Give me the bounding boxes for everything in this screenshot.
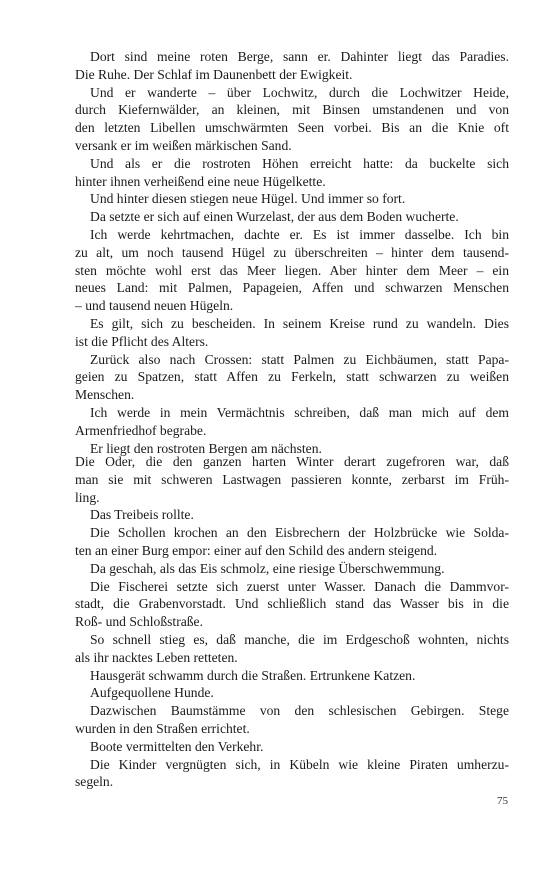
text-line: sten möchte wohl erst das Meer liegen. Aber hinter dem Meer – ein bbox=[75, 262, 509, 278]
text-line: Ich werde in mein Vermächtnis schreiben, daß man mich auf dem bbox=[90, 404, 509, 420]
text-line: ling. bbox=[75, 489, 100, 505]
paragraph bbox=[75, 315, 509, 351]
text-line: Er liegt den rostroten Bergen am nächsten. bbox=[90, 440, 322, 456]
paragraph bbox=[75, 702, 509, 738]
paragraph bbox=[75, 226, 509, 315]
text-line: segeln. bbox=[75, 774, 114, 790]
text-line: Und hinter diesen stiegen neue Hügel. Und immer so fort. bbox=[90, 191, 406, 207]
text-line: geien zu Spatzen, statt Affen zu Ferkeln, statt schwarzen zu weißen bbox=[75, 369, 509, 385]
text-line: zu alt, um noch tausend Hügel zu überschreiten – hinter dem tausend- bbox=[75, 244, 509, 260]
text-line: – und tausend neuen Hügeln. bbox=[75, 298, 234, 314]
paragraph bbox=[75, 667, 509, 685]
paragraph bbox=[75, 404, 509, 440]
text-line: Die Oder, die den ganzen harten Winter derart zugefroren war, daß bbox=[75, 454, 509, 469]
paragraph bbox=[75, 84, 509, 155]
paragraph bbox=[75, 506, 509, 524]
text-line: Zurück also nach Crossen: statt Palmen zu Eichbäumen, statt Papa- bbox=[90, 351, 509, 367]
text-line: Hausgerät schwamm durch die Straßen. Ertrunkene Katzen. bbox=[90, 667, 416, 683]
text-line: wurden in den Straßen errichtet. bbox=[75, 720, 250, 736]
text-line: Roß- und Schloßstraße. bbox=[75, 614, 203, 630]
text-section-2 bbox=[75, 453, 509, 791]
text-line: Boote vermittelten den Verkehr. bbox=[90, 738, 264, 754]
paragraph bbox=[75, 524, 509, 560]
paragraph bbox=[75, 351, 509, 404]
text-line: Ich werde kehrtmachen, dachte er. Es ist immer dasselbe. Ich bin bbox=[90, 226, 509, 242]
paragraph bbox=[75, 578, 509, 631]
text-line: Armenfriedhof begrabe. bbox=[75, 422, 207, 438]
paragraph bbox=[75, 631, 509, 667]
paragraph bbox=[75, 560, 509, 578]
text-line: Und er wanderte – über Lochwitz, durch die Lochwitzer Heide, bbox=[90, 84, 509, 100]
text-section-1 bbox=[75, 48, 509, 457]
paragraph bbox=[75, 684, 509, 702]
text-line: Das Treibeis rollte. bbox=[90, 507, 194, 523]
text-line: Die Kinder vergnügten sich, in Kübeln wie kleine Piraten umherzu- bbox=[90, 756, 509, 772]
text-line: neues Land: mit Palmen, Papageien, Affen und schwarzen Menschen bbox=[75, 280, 509, 296]
paragraph bbox=[75, 48, 509, 84]
paragraph bbox=[75, 453, 509, 506]
paragraph bbox=[75, 756, 509, 792]
paragraph bbox=[75, 155, 509, 191]
text-line: stadt, die Grabenvorstadt. Und schließlich stand das Wasser bis in die bbox=[75, 596, 509, 612]
text-line: den letzten Libellen umschwärmten Seen vorbei. Bis an die Knie oft bbox=[75, 120, 509, 136]
text-line: Und als er die rostroten Höhen erreicht hatte: da buckelte sich bbox=[90, 155, 509, 171]
text-line: Menschen. bbox=[75, 387, 135, 403]
text-line: Die Ruhe. Der Schlaf im Daunenbett der Ewigkeit. bbox=[75, 66, 353, 82]
text-line: Die Schollen krochen an den Eisbrechern der Holzbrücke wie Solda- bbox=[90, 525, 509, 541]
text-line: versank er im weißen märkischen Sand. bbox=[75, 137, 292, 153]
text-line: als ihr nacktes Leben retteten. bbox=[75, 649, 238, 665]
text-line: man sie mit schweren Lastwagen passieren konnte, zerbarst im Früh- bbox=[75, 471, 509, 487]
paragraph bbox=[75, 208, 509, 226]
text-line: So schnell stieg es, daß manche, die im Erdgeschoß wohnten, nichts bbox=[90, 631, 509, 647]
text-line: Dazwischen Baumstämme von den schlesischen Gebirgen. Stege bbox=[90, 703, 509, 719]
text-line: Da setzte er sich auf einen Wurzelast, der aus dem Boden wucherte. bbox=[90, 209, 459, 225]
text-line: Da geschah, als das Eis schmolz, eine riesige Überschwemmung. bbox=[90, 560, 445, 576]
paragraph bbox=[75, 738, 509, 756]
text-line: Dort sind meine roten Berge, sann er. Dahinter liegt das Paradies. bbox=[90, 49, 509, 64]
text-line: durch Kiefernwälder, an kleinen, mit Binsen umstandenen und von bbox=[75, 102, 509, 118]
text-line: Aufgequollene Hunde. bbox=[90, 685, 214, 701]
text-line: Es gilt, sich zu bescheiden. In seinem Kreise rund zu wandeln. Dies bbox=[90, 315, 509, 331]
text-line: Die Fischerei setzte sich zuerst unter Wasser. Danach die Dammvor- bbox=[90, 578, 509, 594]
text-line: ist die Pflicht des Alters. bbox=[75, 333, 209, 349]
page-number: 75 bbox=[497, 795, 508, 807]
text-line: hinter ihnen verheißend eine neue Hügelkette. bbox=[75, 173, 326, 189]
text-line: ten an einer Burg empor: einer auf den Schild des andern steigend. bbox=[75, 542, 438, 558]
paragraph bbox=[75, 190, 509, 208]
